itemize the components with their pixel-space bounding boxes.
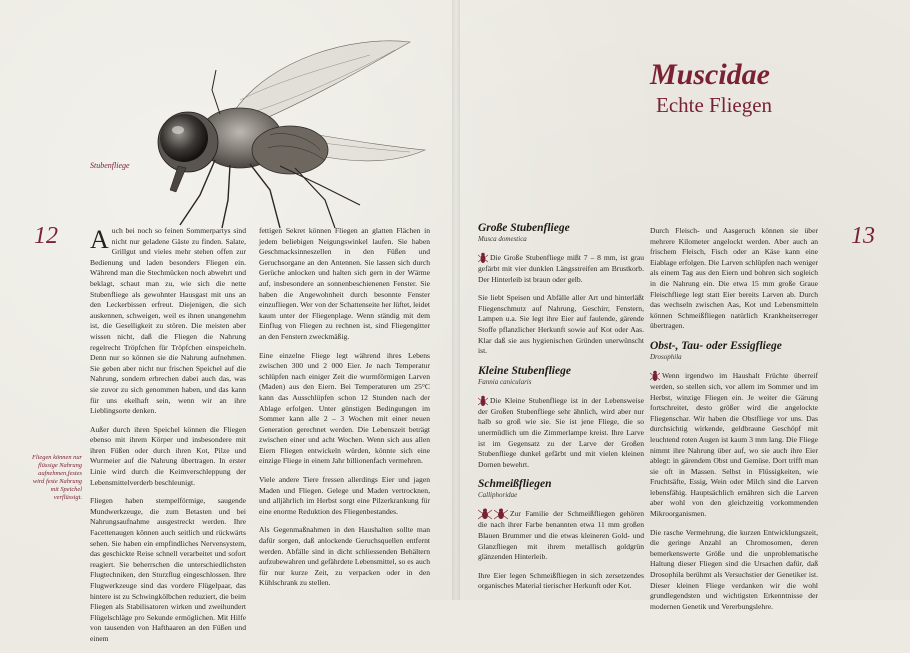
fly-icon xyxy=(650,370,660,382)
title-main: Muscidae xyxy=(650,58,770,91)
fly-icon xyxy=(494,508,508,520)
paragraph-text: Zur Familie der Schmeißfliegen gehören die nach ihrer Farbe benannten etwa 11 mm großen Blauen Brummer und die etwas kleineren Gold- und Glanzfliegen mit ihrem metallisch goldgrün glänzenden Hinterleib. xyxy=(478,509,644,562)
paragraph: fettigen Sekret können Fliegen an glatten Flächen in jedem beliebigen Neigungswinkel laufen. Sie haben Geschmacksinneszellen in den Füßen und Geruchsorgane an den Antennen. Sie lassen sich durch Gerüche anlocken und halten sich gern in der Wärme auf, insbesondere an sonnenbeschienenen Fenster. Sie haben die Angewohnheit durch besonnte Fenster einzufliegen. Wer von der Schattenseite her lüftet, leidet kaum unter der Fliegenplage. Wenn ständig mit dem Einflug von Fliegen zu rechnen ist, sind Fliegengitter an den Fenstern zweckmäßig. xyxy=(259,226,430,341)
species-heading: Kleine Stubenfliege xyxy=(478,364,571,377)
paragraph-text: Wenn irgendwo im Haushalt Früchte überreif werden, so stellen sich, vor allem im Sommer und im Herbst, winzige Fliegen ein. Je weiter die Gärung fortschreitet, desto größer wird die angelockte Fliegenschar. Wir haben die Obstfliege vor uns. Das durchsichtig wirkende, geldbraune Geschöpf mit leuchtend roten Augen ist kaum 3 mm lang. Die Fliege nimmt ihre Nahrung über auf, wo sie auch ihre Eier ablegt: in gärendem Obst und Gemüse. Dort trifft man sie oft in Massen. Selbst in Flüssigkeiten, wie Fruchtsäfte, Essig, Wein oder Milch sind die Larven lebensfähig. Hauptsächlich ernähren sich die Larven aber wohl von den gleichzeitig vorkommenden Mikroorganismen. xyxy=(650,370,818,519)
page-number-left: 12 xyxy=(34,223,58,249)
chapter-title xyxy=(650,58,772,118)
title-sub: Echte Fliegen xyxy=(656,93,773,117)
paragraph-text: Die Große Stubenfliege mißt 7 – 8 mm, ist grau gefärbt mit vier dunklen Längsstreifen am Brustkorb. Der Hinterleib ist braun oder gelb. xyxy=(478,252,644,284)
species-heading: Schmeißfliegen xyxy=(478,478,552,491)
paragraph xyxy=(478,252,644,285)
paragraph: Fliegen haben stempelförmige, saugende Mundwerkzeuge, die zum Betasten und bei Nahrungsaufnahme ausgestreckt werden. Ihre Facettenaugen können auch seitlich und rückwärts sehen. Sie haben ein empfindliches Nervensystem, das geschickte Reise schnell verarbeitet und sofort reagiert. Sie beherrschen die unterschiedlichsten Flugtechniken, den Sturzflug eingeschlossen. Ihre Flugwerkzeuge sind das vordere Flügelpaar, das hintere ist zu Schwingkölbchen reduziert, die beim Fliegen als Stabilisatoren wirken und zweihundert Flügelschläge pro Sekunde ermöglichen. Mit Hilfe von tausenden von Hafthaaren an den Füßen und einem xyxy=(90,496,246,643)
text-column-2 xyxy=(259,226,430,597)
paragraph: Die rasche Vermehrung, die kurzen Entwicklungszeit, die geringe Anzahl an Chromosomen, deren bemerkenswerte Größe und die unproblematische Haltung dieser Fliegen sind die Ursachen dafür, daß Drosophila berühmt als Versuchstier der Genetiker ist. Dieser kleinen Fliege verdanken wir die wohl grundlegendsten und wichtigsten Erkenntnisse der modernen Genetik und Vererbungslehre. xyxy=(650,527,818,611)
text-column-1 xyxy=(90,226,246,653)
species-latin: Calliphoridae xyxy=(478,491,518,500)
paragraph: Eine einzelne Fliege legt während ihres Lebens zwischen 300 und 2 000 Eier. Je nach Temperatur schlüpfen nach einiger Zeit die wurmförmigen Larven (Maden) aus den Eiern. Bei Temperaturen um 25°C kann das Ausschlüpfen schon 12 Stunden nach der Ablage erfolgen. Unter günstigen Bedingungen im Sommer kann alle 2 – 3 Wochen mit einer neuen Generation gerechnet werden. Die Lebenszeit beträgt zwischen einer und acht Wochen. Wenn sich aus allen Eiern Fliegen entwickeln würden, könnte sich eine einzige Fliege in einem Jahr billionenfach vermehren. xyxy=(259,350,430,466)
text-column-3 xyxy=(478,222,644,600)
species-heading: Obst-, Tau- oder Essigfliege xyxy=(650,339,782,352)
housefly-drawing-icon xyxy=(120,30,440,230)
paragraph: Außer durch ihren Speichel können die Fliegen ebenso mit ihrem Körper und insbesondere mit ihren Füßen oder durch ihren Kot, Pilze und Wurmeier auf die Nahrung übertragen. In erster Linie wird durch die Keimverschleppung der Lebensmittelverderb beschleunigt. xyxy=(90,424,246,487)
species-heading: Große Stubenfliege xyxy=(478,222,570,234)
page-number-right: 13 xyxy=(851,223,875,249)
paragraph-text: Die Kleine Stubenfliege ist in der Lebensweise der Großen Stubenfliege sehr ähnlich, wird aber nur halb so groß wie sie. Sie ist jene Fliege, die so unermüdlich um die Zimmerlampe kreist. Ihre Larve ist im Gegensatz zu der Larve der Großen Stubenfliege dunkel gefärbt und mit vielen kleinen Dornen bewehrt. xyxy=(478,395,644,469)
fly-icon xyxy=(478,252,488,264)
page-gutter xyxy=(452,0,460,600)
paragraph xyxy=(478,508,644,562)
paragraph: Als Gegenmaßnahmen in den Haushalten sollte man dafür sorgen, daß anlockende Geruchsquellen entfernt werden. Abfälle sind in dicht schliessenden Behältern aufzubewahren und gefährdete Lebensmittel, so es auch für nur kurze Zeit, zu verpacken oder in den Kühlschrank zu stellen. xyxy=(259,525,430,588)
fly-icon xyxy=(478,508,492,520)
paragraph xyxy=(478,395,644,471)
paragraph: Viele andere Tiere fressen allerdings Eier und jagen Maden und Fliegen. Gelege und Maden vertrocknen, und alljährlich im Herbst sorgt eine Pilzerkrankung für eine enorme Reduktion des Fliegenbestandes. xyxy=(259,475,430,516)
text-column-4 xyxy=(650,226,818,620)
paragraph: Ihre Eier legen Schmeißfliegen in sich zersetzendes organisches Material tierischer Herkunft oder Kot. xyxy=(478,570,644,591)
paragraph-text: uch bei noch so feinen Sommerpartys sind nicht nur geladene Gäste zu finden. Salate, Grillgut und vieles mehr stehen offen zur Bedienung und laden besonders Fliegen ein. Während man die Stechmücken noch abwehrt und beklagt, schaut man zu, wie sich die nette Stubenfliege als gewohnter Hausgast mit uns an den Leckerbissen erfreut. Diejenigen, die sich auskennen, schweigen, weil es ihnen unangenehm ist, die Geselligkeit zu stören. Die meisten aber wissen nicht, daß die Fliegen die Nahrung regelrecht Tröpfchen für Tröpfchen einspeicheln. Denn nur so können sie die Nahrung aufnehmen. Sie geben aber nicht nur frischen Speichel auf die Nahrung, sondern erbrechen dabei auch das, was sie zuvor zu sich genommen haben, und das kann für uns ekelhaft sein, wenn wir an ihre Lieblingsorte denken. xyxy=(90,226,246,416)
fly-icon xyxy=(478,395,488,407)
paragraph: Sie liebt Speisen und Abfälle aller Art und hinterläßt Fliegenschmutz auf Nahrung, Geschirr, Fenstern, Lampen u.a. Sie legt ihre Eier auf faulende, gärende Stoffe pflanzlicher Herkunft sowie auf Kot oder Aas. Klar daß sie aus hygienischen Gründen unerwünscht ist. xyxy=(478,293,644,356)
species-latin: Drosophila xyxy=(650,352,682,361)
species-latin: Musca domestica xyxy=(478,235,527,243)
paragraph xyxy=(650,370,818,520)
paragraph xyxy=(90,226,246,417)
species-latin: Fannia canicularis xyxy=(478,377,532,386)
drop-cap: A xyxy=(90,225,109,254)
figure-caption: Stubenfliege xyxy=(90,161,130,170)
paragraph: Durch Fleisch- und Aasgeruch können sie über mehrere Kilometer angelockt werden. Aber auch an frischem Fleisch, Fisch oder an Käse kann eine Eiablage erfolgen. Die Larven schlüpfen nach weniger als einem Tag aus den Eiern und bohren sich sogleich in die Nahrung ein. Die etwa 15 mm große Graue Fleischfliege legt statt Eier bereits Larven ab. Durch das wechseln zwischen Aas, Kot und Lebensmitteln können Schmeißfliegen natürlich Krankheitserreger übertragen. xyxy=(650,226,818,331)
side-note: Fliegen können nur flüssige Nahrung aufnehmen,festes wird feste Nahrung mit Speichel verflüssigt. xyxy=(31,454,82,501)
